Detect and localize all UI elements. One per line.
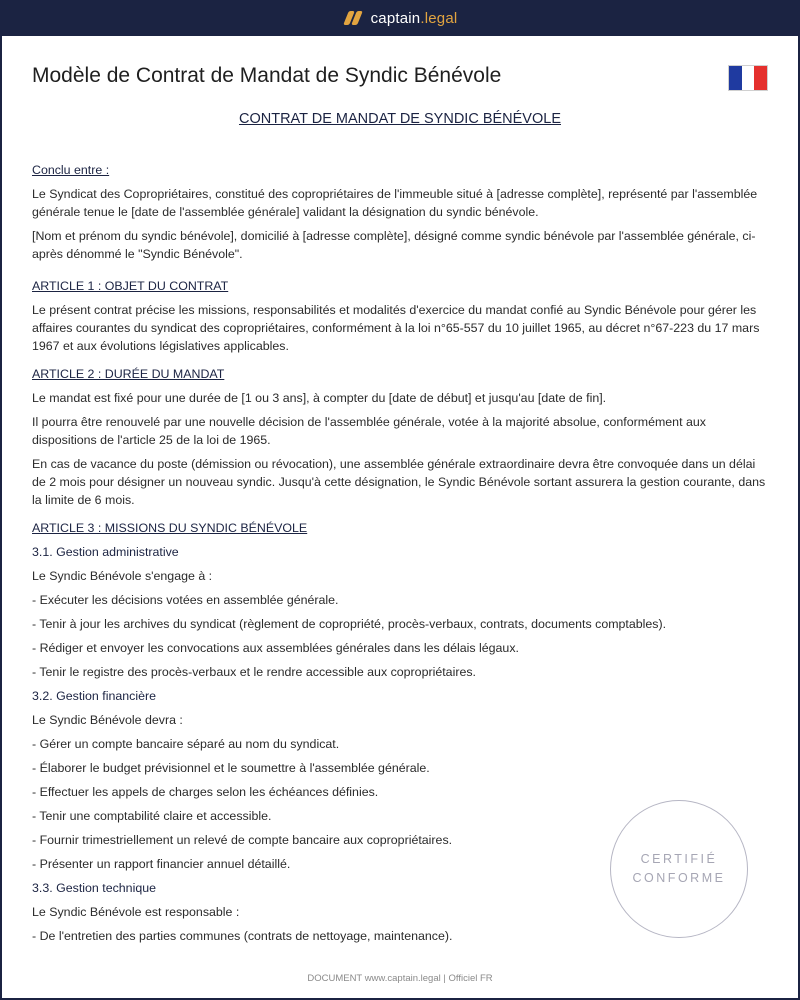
section-3-3-intro: Le Syndic Bénévole est responsable : <box>32 905 240 919</box>
document-page <box>2 36 798 998</box>
article-2-paragraph-2: Il pourra être renouvelé par une nouvelle décision de l'assemblée générale, votée à la majorité absolue, conformément aux dispositions de l'article 25 de la loi de 1965. <box>32 415 706 447</box>
brand-logo[interactable] <box>343 10 458 27</box>
parties-paragraph-1: Le Syndicat des Copropriétaires, constitué des copropriétaires de l'immeuble situé à [adresse complète], représenté par l'assemblée générale tenue le [date de l'assemblée générale] validant la désignation du syndic bénévole. <box>32 187 758 219</box>
flag-stripe-white <box>742 66 755 90</box>
brand-name: captain <box>370 9 421 27</box>
list-item: - De l'entretien des parties communes (contrats de nettoyage, maintenance). <box>32 929 453 943</box>
list-item: - Rédiger et envoyer les convocations aux assemblées générales dans les délais légaux. <box>32 641 519 655</box>
list-item: - Exécuter les décisions votées en assemblée générale. <box>32 593 339 607</box>
list-item: - Gérer un compte bancaire séparé au nom du syndicat. <box>32 737 340 751</box>
article-2-paragraph-1: Le mandat est fixé pour une durée de [1 ou 3 ans], à compter du [date de début] et jusqu'au [date de fin]. <box>32 391 607 405</box>
article-1-paragraph: Le présent contrat précise les missions, responsabilités et modalités d'exercice du mandat confié au Syndic Bénévole pour gérer les affaires courantes du syndicat des copropriétaires, conformément à la loi n°65-557 du 10 juillet 1965, au décret n°67-223 du 17 mars 1967 et aux évolutions législatives applicables. <box>32 303 760 353</box>
section-3-3-title: 3.3. Gestion technique <box>32 881 156 895</box>
top-bar <box>0 0 800 36</box>
footer: DOCUMENT www.captain.legal | Officiel FR <box>307 973 493 984</box>
page-title: Modèle de Contrat de Mandat de Syndic Bénévole <box>32 64 502 87</box>
brand-tld: .legal <box>420 9 458 27</box>
captain-legal-logo-icon <box>343 10 363 26</box>
article-3-title: ARTICLE 3 : MISSIONS DU SYNDIC BÉNÉVOLE <box>32 521 308 535</box>
list-item: - Tenir une comptabilité claire et accessible. <box>32 809 272 823</box>
section-3-1-title: 3.1. Gestion administrative <box>32 545 179 559</box>
article-2-paragraph-3: En cas de vacance du poste (démission ou révocation), une assemblée générale extraordinaire devra être convoquée dans un délai de 2 mois pour désigner un nouveau syndic. Jusqu'à cette désignation, le Syndic Bénévole sortant assurera la gestion courante, dans la limite de 6 mois. <box>32 457 766 507</box>
parties-paragraph-2: [Nom et prénom du syndic bénévole], domicilié à [adresse complète], désigné comme syndic bénévole par l'assemblée générale, ci-après dénommé le "Syndic Bénévole". <box>32 229 756 261</box>
flag-stripe-red <box>754 66 767 90</box>
certified-seal <box>610 800 748 938</box>
list-item: - Effectuer les appels de charges selon les échéances définies. <box>32 785 379 799</box>
list-item: - Fournir trimestriellement un relevé de compte bancaire aux copropriétaires. <box>32 833 453 847</box>
article-1-title: ARTICLE 1 : OBJET DU CONTRAT <box>32 279 229 293</box>
french-flag-icon <box>728 65 768 91</box>
contract-heading: CONTRAT DE MANDAT DE SYNDIC BÉNÉVOLE <box>238 111 561 127</box>
flag-stripe-blue <box>729 66 742 90</box>
seal-line-1: CERTIFIÉ <box>640 852 718 866</box>
section-3-1-intro: Le Syndic Bénévole s'engage à : <box>32 569 213 583</box>
parties-label: Conclu entre : <box>32 163 110 177</box>
list-item: - Présenter un rapport financier annuel détaillé. <box>32 857 291 871</box>
seal-line-2: CONFORME <box>632 871 726 885</box>
article-2-title: ARTICLE 2 : DURÉE DU MANDAT <box>32 367 225 381</box>
section-3-2-intro: Le Syndic Bénévole devra : <box>32 713 183 727</box>
list-item: - Élaborer le budget prévisionnel et le soumettre à l'assemblée générale. <box>32 761 430 775</box>
list-item: - Tenir le registre des procès-verbaux et le rendre accessible aux copropriétaires. <box>32 665 476 679</box>
list-item: - Tenir à jour les archives du syndicat (règlement de copropriété, procès-verbaux, contrats, documents comptables). <box>32 617 667 631</box>
section-3-2-title: 3.2. Gestion financière <box>32 689 156 703</box>
